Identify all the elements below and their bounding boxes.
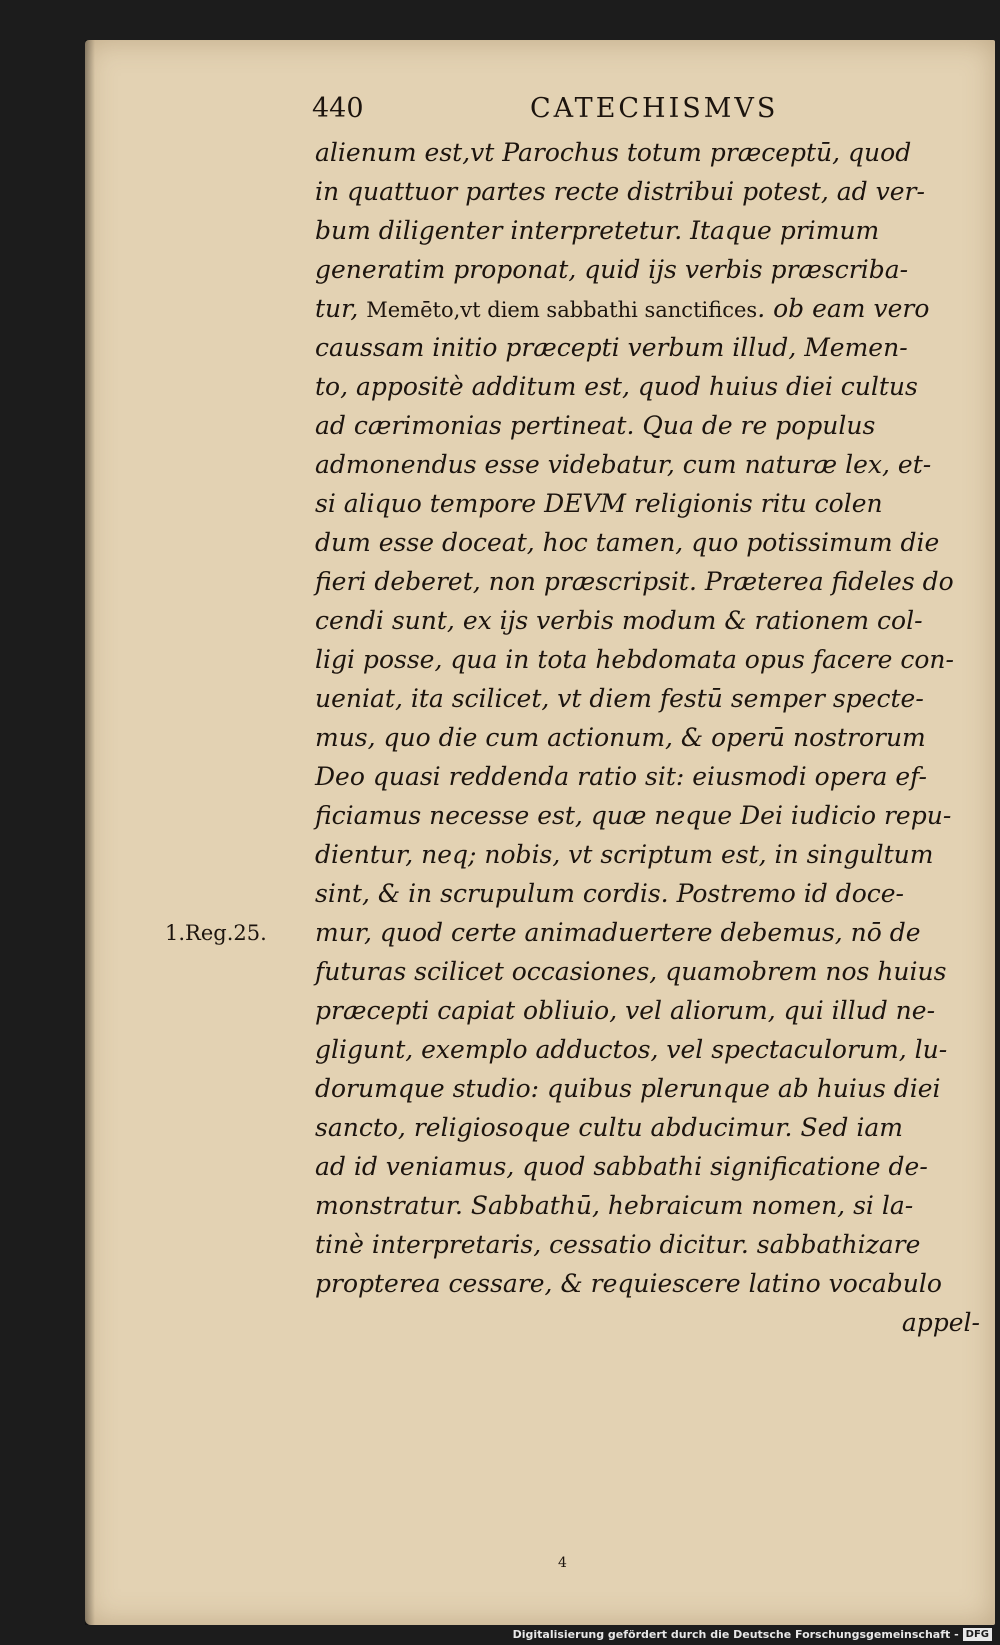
- text-line: caussam initio præcepti verbum illud, Memen-: [315, 333, 908, 362]
- body-text: [315, 133, 980, 1342]
- text-line: futuras scilicet occasiones, quamobrem nos huius: [315, 957, 947, 986]
- text-line: dorumque studio: quibus plerunque ab huius diei: [315, 1074, 941, 1103]
- text-line: bum diligenter interpretetur. Itaque primum: [315, 216, 880, 245]
- text-line: tinè interpretaris, cessatio dicitur. sabbathizare: [315, 1230, 921, 1259]
- text-line: gligunt, exemplo adductos, vel spectaculorum, lu-: [315, 1035, 948, 1064]
- text-line: sancto, religiosoque cultu abducimur. Sed iam: [315, 1113, 903, 1142]
- text-line: ligi posse, qua in tota hebdomata opus facere con-: [315, 645, 954, 674]
- page-number: 440: [312, 93, 364, 124]
- text-line: generatim proponat, quid ijs verbis præscriba-: [315, 255, 909, 284]
- credit-text: Digitalisierung gefördert durch die Deutsche Forschungsgemeinschaft -: [512, 1628, 959, 1641]
- signature-mark: 4: [558, 1555, 567, 1571]
- text-line: fieri deberet, non præscripsit. Præterea fideles do: [315, 567, 954, 596]
- page-header: [312, 93, 812, 133]
- text-line: alienum est,vt Parochus totum præceptū, quod: [315, 138, 912, 167]
- text-line: ad id veniamus, quod sabbathi significatione de-: [315, 1152, 928, 1181]
- text-line: præcepti capiat obliuio, vel aliorum, qui illud ne-: [315, 996, 936, 1025]
- quoted-commandment: Memēto,vt diem sabbathi sanctifices: [366, 298, 758, 322]
- text-line: to, appositè additum est, quod huius diei cultus: [315, 372, 918, 401]
- text-line: si aliquo tempore DEVM religionis ritu colen: [315, 489, 883, 518]
- text-line: Deo quasi reddenda ratio sit: eiusmodi opera ef-: [315, 762, 927, 791]
- digitization-credit: [513, 1626, 992, 1643]
- text-line: dientur, neq; nobis, vt scriptum est, in singultum: [315, 840, 934, 869]
- text-line: ueniat, ita scilicet, vt diem festū semper specte-: [315, 684, 924, 713]
- text-line: monstratur. Sabbathū, hebraicum nomen, si la-: [315, 1191, 914, 1220]
- text-line: admonendus esse videbatur, cum naturæ lex, et-: [315, 450, 932, 479]
- text-line: in quattuor partes recte distribui potest, ad ver-: [315, 177, 925, 206]
- text-line: mus, quo die cum actionum, & operū nostrorum: [315, 723, 926, 752]
- text-line: dum esse doceat, hoc tamen, quo potissimum die: [315, 528, 940, 557]
- margin-note: 1.Reg.25.: [165, 921, 267, 945]
- text-line: propterea cessare, & requiescere latino vocabulo: [315, 1269, 942, 1298]
- catchword: appel-: [901, 1308, 980, 1337]
- text-line: cendi sunt, ex ijs verbis modum & rationem col-: [315, 606, 923, 635]
- text-line: ad cærimonias pertineat. Qua de re populus: [315, 411, 876, 440]
- running-title: CATECHISMVS: [530, 93, 779, 124]
- text-line: sint, & in scrupulum cordis. Postremo id doce-: [315, 879, 905, 908]
- text-line: tur, Memēto,vt diem sabbathi sanctifices. ob eam vero: [315, 294, 930, 323]
- text-line: ficiamus necesse est, quæ neque Dei iudicio repu-: [315, 801, 952, 830]
- dfg-logo: DFG: [963, 1628, 992, 1641]
- text-line: mur, quod certe animaduertere debemus, nō de: [315, 918, 921, 947]
